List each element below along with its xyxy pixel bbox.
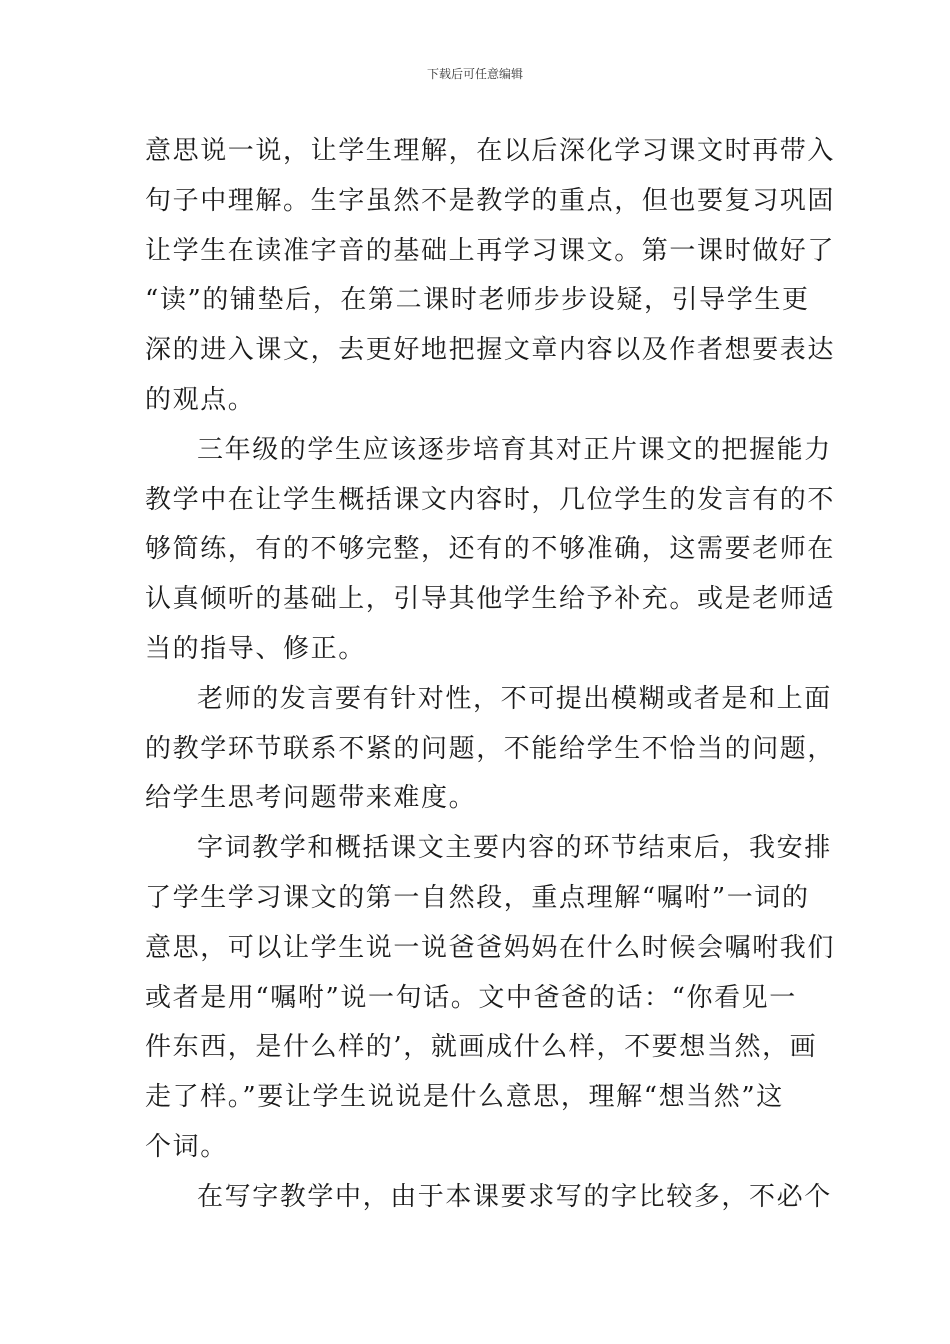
- paragraph: [145, 1173, 832, 1223]
- text-line: 的教学环节联系不紧的问题，不能给学生不恰当的问题，: [145, 733, 836, 764]
- text-line: 意思说一说，让学生理解，在以后深化学习课文时再带入: [145, 136, 836, 166]
- text-line: 件东西，是什么样的’，就画成什么样，不要想当然，画: [145, 1032, 818, 1063]
- text-line: 给学生思考问题带来难度。: [145, 783, 477, 814]
- text-line: 在写字教学中，由于本课要求写的字比较多，不必个: [197, 1181, 832, 1212]
- document-body: [145, 127, 836, 1223]
- text-line: 让学生在读准字音的基础上再学习课文。第一课时做好了: [145, 235, 836, 266]
- text-line: 意思，可以让学生说一说爸爸妈妈在什么时候会嘱咐我们: [145, 932, 836, 963]
- text-line: 深的进入课文，去更好地把握文章内容以及作者想要表达: [145, 335, 836, 366]
- paragraph: [145, 675, 836, 824]
- text-line: 三年级的学生应该逐步培育其对正片课文的把握能力: [197, 434, 832, 465]
- text-line: 教学中在让学生概括课文内容时，几位学生的发言有的不: [145, 484, 836, 515]
- text-line: 个词。: [145, 1131, 228, 1162]
- page-header: 下载后可任意编辑: [426, 67, 523, 81]
- paragraph: [145, 127, 836, 426]
- text-line: 了学生学习课文的第一自然段，重点理解“嘱咐”一词的: [145, 882, 810, 913]
- text-line: 老师的发言要有针对性，不可提出模糊或者是和上面: [197, 683, 832, 714]
- text-line: 或者是用“嘱咐”说一句话。文中爸爸的话：“你看见一: [145, 982, 797, 1013]
- text-line: 认真倾听的基础上，引导其他学生给予补充。或是老师适: [145, 584, 836, 615]
- text-line: 句子中理解。生字虽然不是教学的重点，但也要复习巩固: [145, 185, 836, 216]
- text-line: 当的指导、修正。: [145, 633, 366, 664]
- text-line: 走了样。”要让学生说说是什么意思，理解“想当然”这: [145, 1082, 784, 1113]
- text-line: 够简练，有的不够完整，还有的不够准确，这需要老师在: [145, 534, 836, 565]
- paragraph: [145, 426, 836, 675]
- text-line: 字词教学和概括课文主要内容的环节结束后，我安排: [197, 833, 832, 864]
- paragraph: [145, 824, 836, 1173]
- text-line: 的观点。: [145, 384, 256, 415]
- text-line: “读”的铺垫后，在第二课时老师步步设疑，引导学生更: [145, 285, 810, 316]
